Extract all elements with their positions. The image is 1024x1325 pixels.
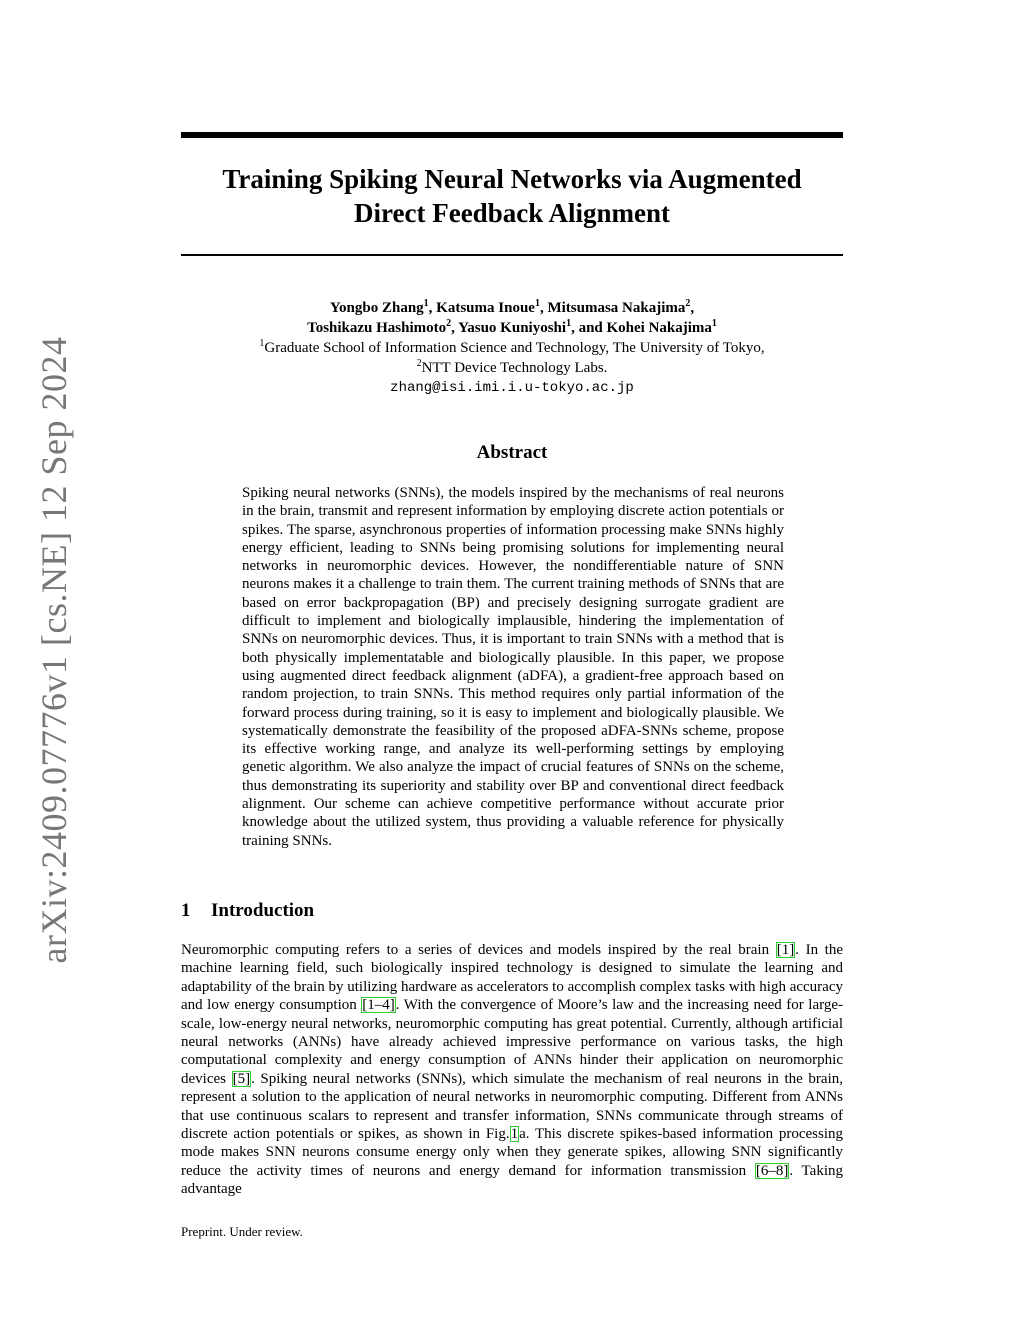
affil-mark: 1 (423, 298, 429, 309)
affil-mark: 2 (416, 358, 422, 369)
figure-ref-link[interactable]: 1 (510, 1126, 519, 1143)
footer-note: Preprint. Under review. (181, 1224, 303, 1239)
intro-text: Neuromorphic computing refers to a series of devices and models inspired by the real brain (181, 942, 776, 958)
author-name: , Mitsumasa Nakajima (539, 300, 686, 316)
title-top-rule (181, 132, 843, 138)
section-title: Introduction (211, 900, 315, 921)
intro-text: a. This discrete spikes-based information processing mode makes SNN neurons consume energy only when they generate spikes, allowing SNN significantly reduce the activity times of neurons and energy demand for information transmission (181, 1126, 843, 1179)
affil-mark: 2 (446, 318, 452, 329)
author-separator: , (690, 300, 695, 316)
intro-text: . With the convergence of Moore’s law and the increasing need for large-scale, low-energy neural networks, neuromorphic computing has great potential. Currently, although artificial neural networks (ANNs) have already achieved impressive performance on various tasks, the high computational complexity and energy consumption of ANNs hinder their application on neuromorphic devices (181, 997, 843, 1087)
citation-link[interactable]: [1] (776, 942, 795, 958)
citation-link[interactable]: [1–4] (362, 997, 395, 1014)
affiliation-2 (181, 358, 843, 378)
author-block (181, 298, 843, 398)
intro-text: . Spiking neural networks (SNNs), which simulate the mechanism of real neurons in the brain, represent a solution to the application of neural networks in neuromorphic computing. Different from ANNs that use continuous scalars to represent and transfer information, SNNs communicate through streams of discrete action potentials or spikes, as shown in Fig. (181, 1070, 843, 1143)
section-heading (181, 900, 843, 922)
title-bottom-rule (181, 254, 843, 256)
affil-mark: 1 (259, 338, 265, 349)
affil-mark: 1 (711, 318, 717, 329)
author-name: Toshikazu Hashimoto (307, 320, 447, 336)
section-number: 1 (181, 900, 191, 921)
author-name: , Katsuma Inoue (428, 300, 535, 316)
abstract-heading: Abstract (476, 442, 548, 463)
author-name: , Yasuo Kuniyoshi (451, 320, 567, 336)
affil-mark: 1 (534, 298, 540, 309)
affiliation-text: NTT Device Technology Labs. (421, 360, 608, 376)
intro-text: . Taking advantage (181, 1162, 844, 1198)
author-email[interactable]: zhang@isi.imi.i.u-tokyo.ac.jp (390, 380, 634, 396)
title-line-2: Direct Feedback Alignment (354, 198, 670, 228)
citation-link[interactable]: [5] (232, 1070, 251, 1087)
affiliation-1 (181, 338, 843, 358)
author-line-2 (181, 318, 843, 338)
affiliation-text: Graduate School of Information Science and Technology, The University of Tokyo, (264, 340, 765, 356)
affil-mark: 2 (685, 298, 691, 309)
paper-title (181, 162, 843, 230)
citation-link[interactable]: [6–8] (755, 1162, 789, 1179)
author-name: , and Kohei Nakajima (571, 320, 712, 336)
intro-text: . In the machine learning field, such biologically inspired technology is designed to simulate the learning and adaptability of the brain by utilizing hardware as accelerators to accomplish complex tasks with high accuracy and low energy consumption (181, 942, 843, 1014)
title-line-1: Training Spiking Neural Networks via Augmented (222, 164, 802, 194)
arxiv-sidebar-stamp: arXiv:2409.07776v1 [cs.NE] 12 Sep 2024 (34, 336, 74, 964)
introduction-paragraph (181, 941, 843, 1199)
author-line-1 (181, 298, 843, 318)
author-name: Yongbo Zhang (329, 300, 424, 316)
affil-mark: 1 (566, 318, 572, 329)
abstract-text: Spiking neural networks (SNNs), the models inspired by the mechanisms of real neurons in the brain, transmit and represent information by employing discrete action potentials or spikes. The sparse, asynchronous properties of information processing make SNNs highly energy efficient, leading to SNNs being promising solutions for implementing neural networks in neuromorphic devices. However, the nondifferentiable nature of SNN neurons makes it a challenge to train them. The current training methods of SNNs that are based on error backpropagation (BP) and precisely designing surrogate gradient are difficult to implement and biologically implausible, hindering the implementation of SNNs on neuromorphic devices. Thus, it is important to train SNNs with a method that is both physically implementatable and biologically plausible. In this paper, we propose using augmented direct feedback alignment (aDFA), a gradient-free approach based on random projection, to train SNNs. This method requires only partial information of the forward process during training, so it is easy to implement and biologically plausible. We systematically demonstrate the feasibility of the proposed aDFA-SNNs scheme, propose its effective working range, and analyze its well-performing settings by employing genetic algorithm. We also analyze the impact of crucial features of SNNs on the scheme, thus demonstrating its superiority and stability over BP and conventional direct feedback alignment. Our scheme can achieve competitive performance without accurate prior knowledge about the utilized system, thus providing a valuable reference for physically training SNNs. (242, 485, 784, 849)
